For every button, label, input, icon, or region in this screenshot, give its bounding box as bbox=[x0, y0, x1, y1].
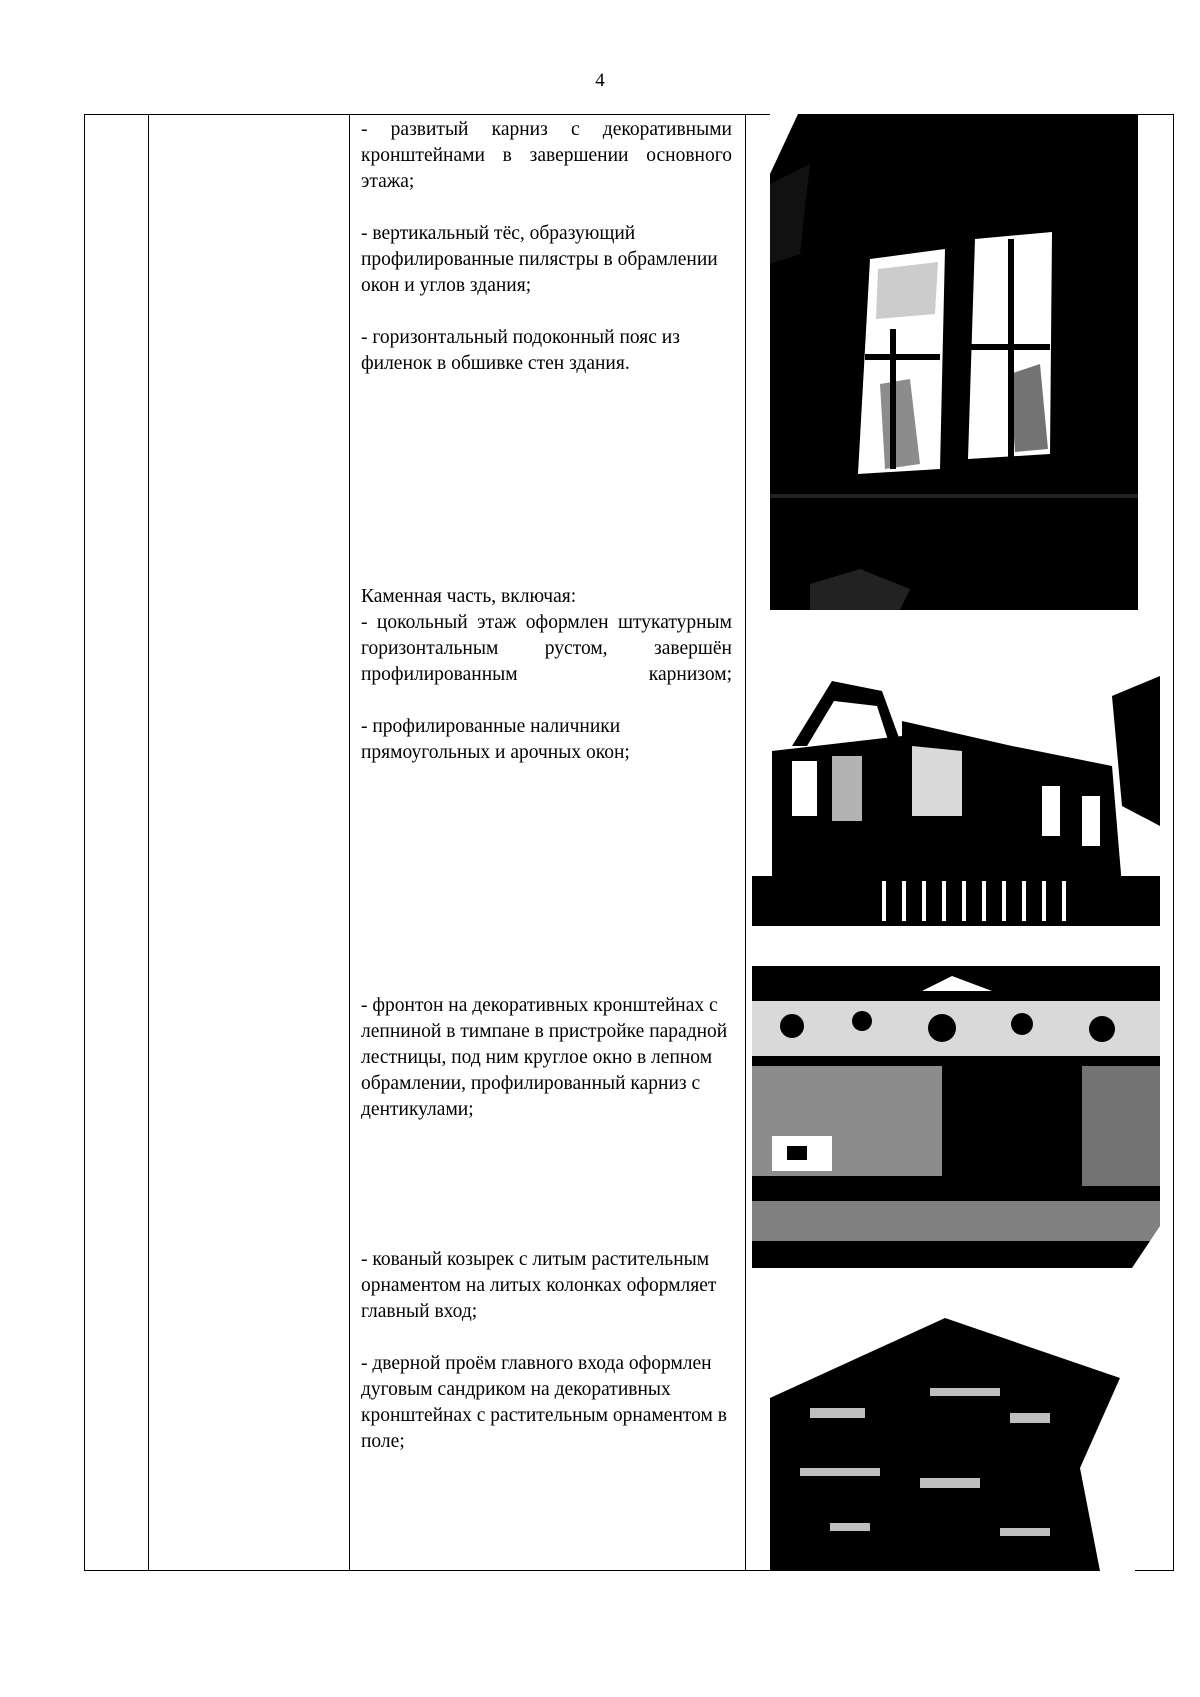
photo-wooden-facade-windows bbox=[770, 114, 1138, 610]
pediment-item: - фронтон на декоративных кронштейнах с лепниной в тимпане в пристройке парадной лестницы, под ним круглое окно в лепном обрамлении, профилированный карниз с дентикулами; bbox=[361, 995, 728, 1120]
plinth-item: - цокольный этаж оформлен штукатурным горизонтальным рустом, завершён профилированным карнизом; bbox=[361, 612, 732, 685]
entrance-description bbox=[361, 1247, 732, 1481]
cornice-item: - развитый карниз с декоративными кронштейнами в завершении основного этажа; bbox=[361, 119, 732, 192]
sill-belt-item: - горизонтальный подоконный пояс из филенок в обшивке стен здания. bbox=[361, 327, 680, 374]
siding-item: - вертикальный тёс, образующий профилированные пилястры в обрамлении окон и углов здания; bbox=[361, 223, 718, 296]
doorway-item: - дверной проём главного входа оформлен дуговым сандриком на декоративных кронштейнах с растительным орнаментом в поле; bbox=[361, 1353, 727, 1452]
stone-part-heading: Каменная часть, включая: bbox=[361, 586, 577, 607]
window-frames-item: - профилированные наличники прямоугольных и арочных окон; bbox=[361, 716, 630, 763]
column-divider-3 bbox=[745, 115, 746, 1570]
stone-part-description bbox=[361, 584, 732, 792]
column-divider-2 bbox=[349, 115, 350, 1570]
column-divider-1 bbox=[148, 115, 149, 1570]
page-number: 4 bbox=[595, 70, 605, 91]
pediment-description bbox=[361, 993, 732, 1149]
photo-building-street-view bbox=[752, 676, 1160, 942]
photo-stone-window-detail bbox=[752, 966, 1160, 1268]
canopy-item: - кованый козырек с литым растительным орнаментом на литых колонках оформляет главный вход; bbox=[361, 1249, 717, 1322]
wooden-part-description bbox=[361, 117, 732, 403]
photo-entrance-pediment bbox=[770, 1318, 1135, 1571]
